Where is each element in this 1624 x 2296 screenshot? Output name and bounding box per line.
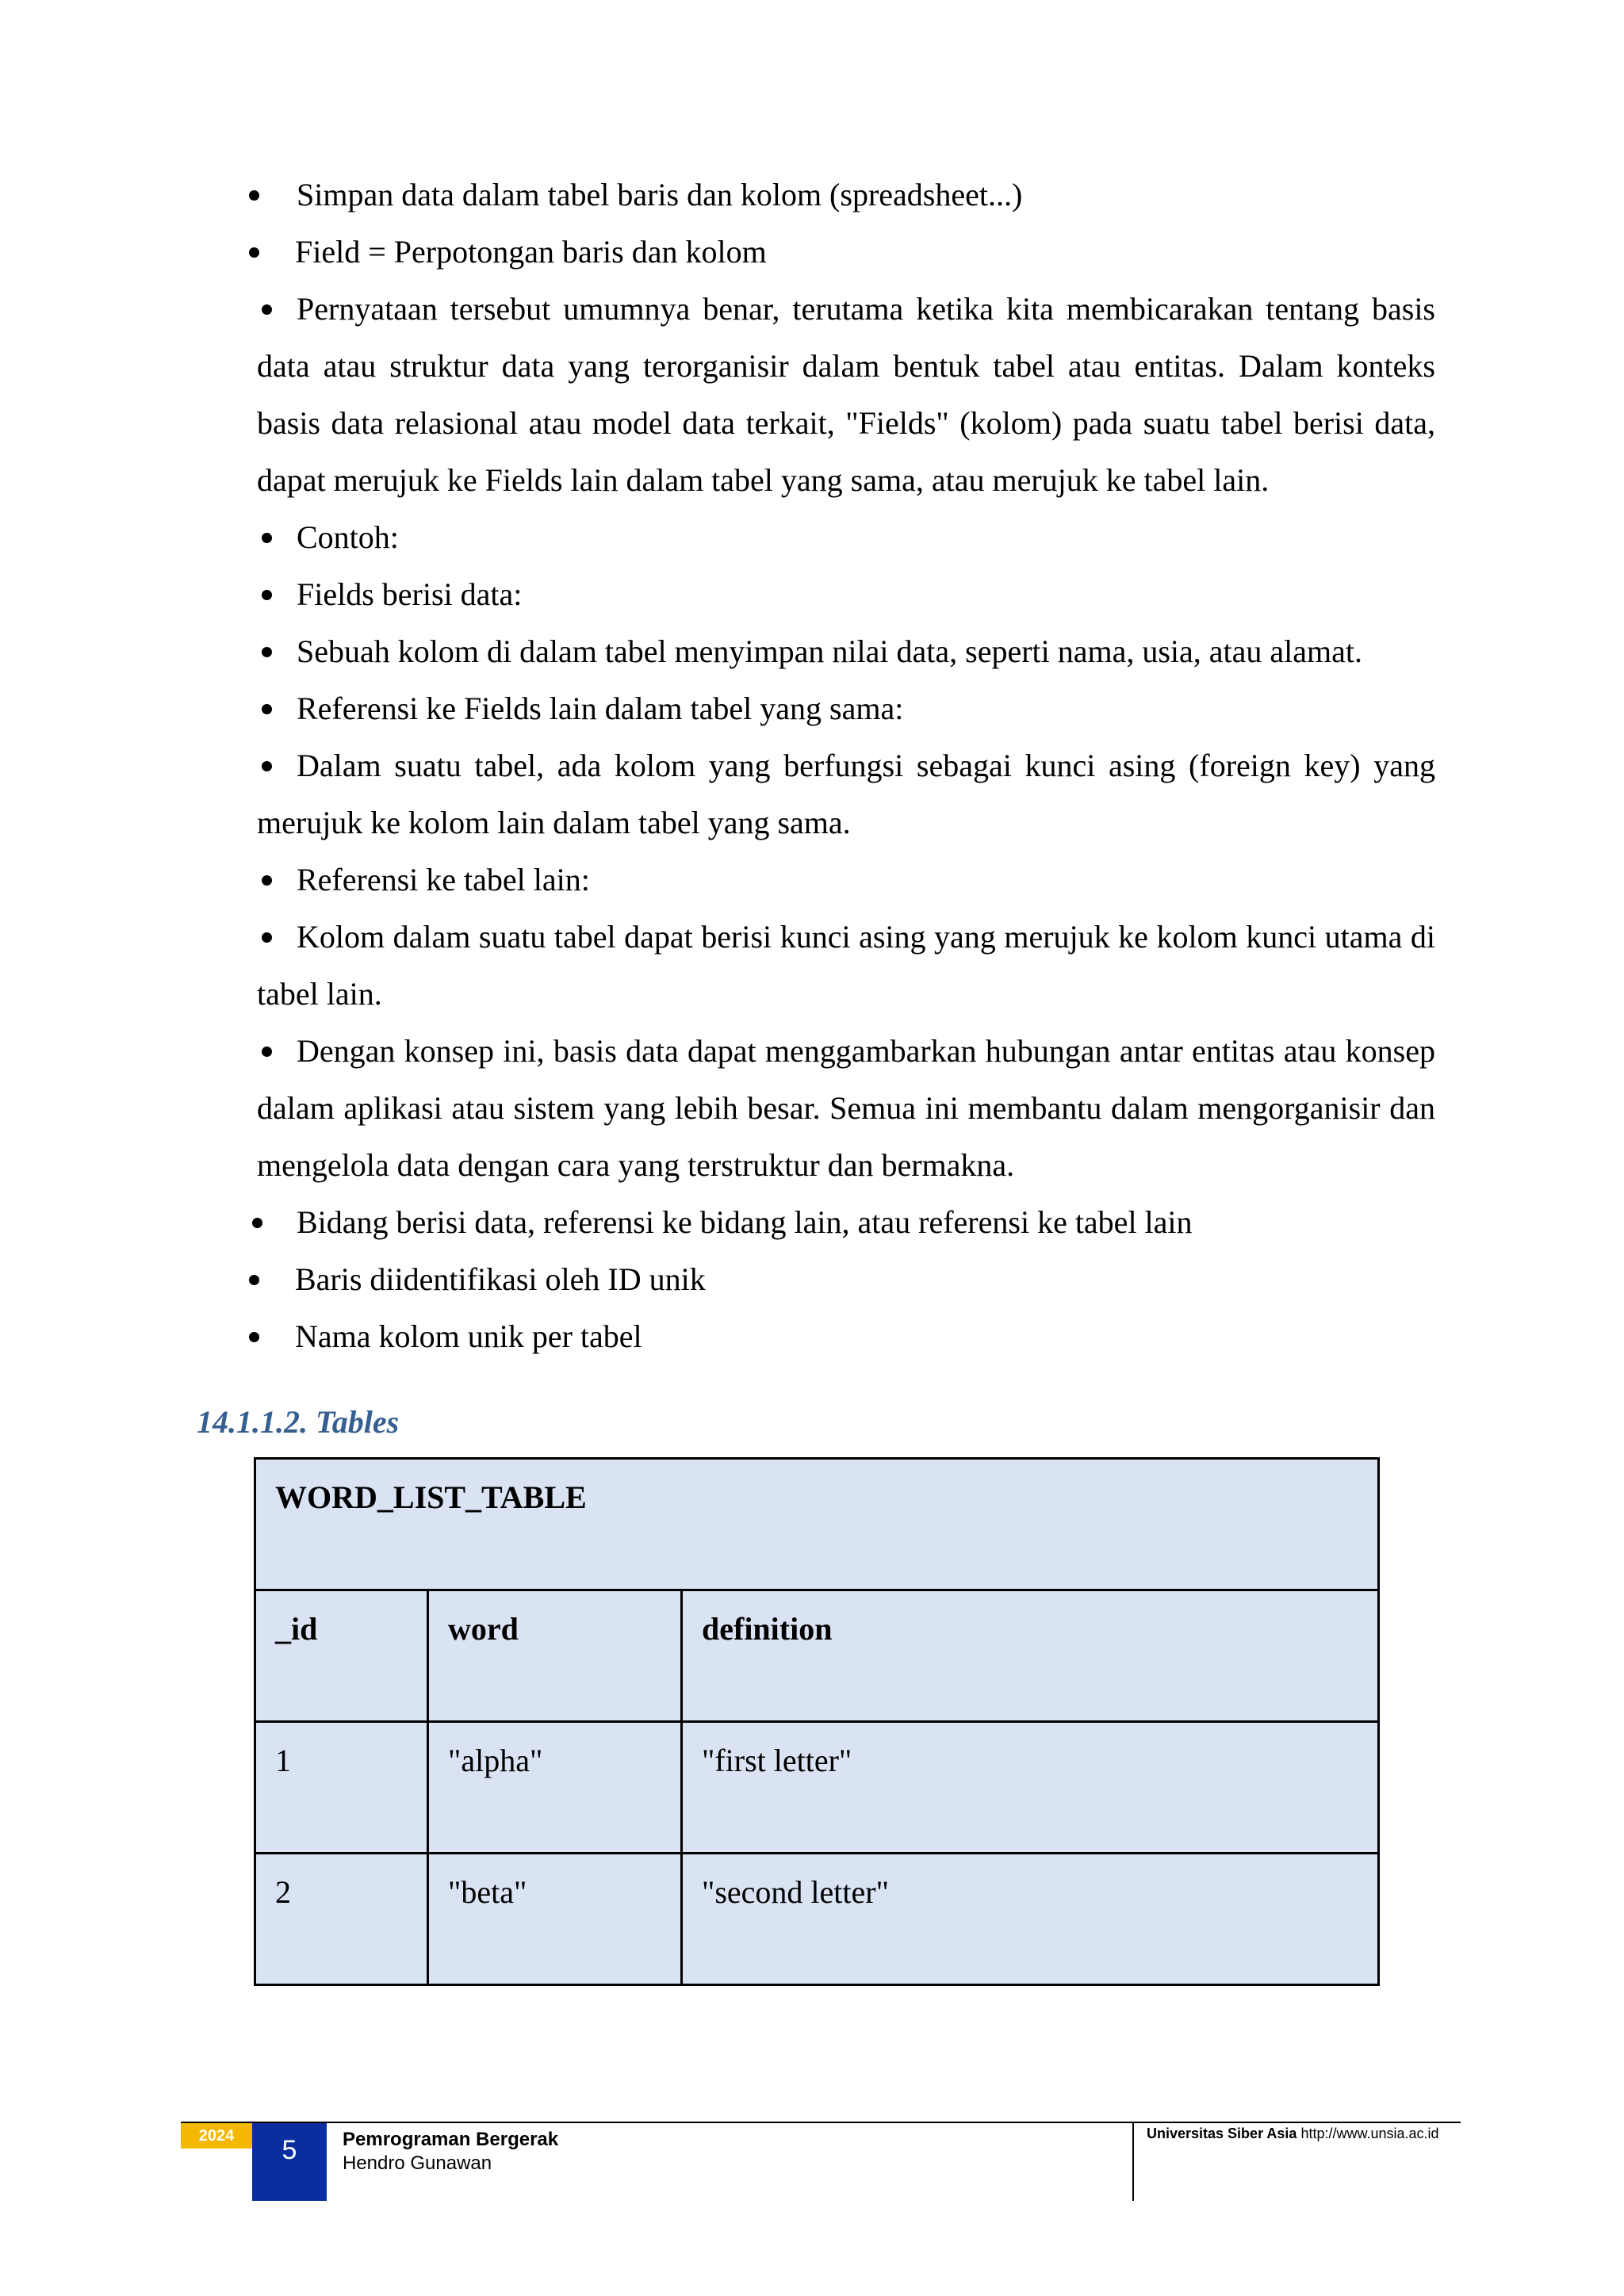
bullet-item <box>257 851 1435 909</box>
column-header-id: _id <box>255 1590 428 1722</box>
university-url[interactable]: http://www.unsia.ac.id <box>1300 2126 1439 2141</box>
page-number: 5 <box>252 2123 327 2201</box>
bullet-dot-icon <box>262 932 272 943</box>
bullet-dot-icon <box>249 1332 259 1342</box>
bullet-text: Contoh: <box>297 519 399 555</box>
table-cell: "beta" <box>428 1854 682 1985</box>
bullet-dot-icon <box>262 590 272 600</box>
bullet-dot-icon <box>262 533 272 543</box>
bullet-item <box>257 623 1435 680</box>
section-heading: 14.1.1.2. Tables <box>197 1404 400 1440</box>
bullet-dot-icon <box>262 875 272 886</box>
bullet-item <box>257 224 1435 281</box>
bullet-text: Referensi ke Fields lain dalam tabel yang sama: <box>297 691 904 726</box>
bullet-text: Kolom dalam suatu tabel dapat berisi kunci asing yang merujuk ke kolom kunci utama di tabel lain. <box>257 919 1435 1012</box>
bullet-dot-icon <box>249 190 259 201</box>
bullet-text: Simpan data dalam tabel baris dan kolom (spreadsheet...) <box>297 177 1023 212</box>
bullet-text: Fields berisi data: <box>297 576 523 612</box>
bullet-item <box>257 1308 1435 1365</box>
bullet-text: Field = Perpotongan baris dan kolom <box>295 234 767 270</box>
table-cell: "second letter" <box>682 1854 1379 1985</box>
column-header-word: word <box>428 1590 682 1722</box>
bullet-item <box>257 680 1435 737</box>
bullet-dot-icon <box>252 1218 262 1228</box>
year-badge: 2024 <box>181 2123 252 2149</box>
bullet-item <box>257 1023 1435 1194</box>
bullet-item <box>257 737 1435 851</box>
bullet-text: Nama kolom unik per tabel <box>295 1318 642 1354</box>
author-name: Hendro Gunawan <box>343 2152 492 2174</box>
bullet-dot-icon <box>262 304 272 315</box>
table-cell: "alpha" <box>428 1722 682 1854</box>
table-row <box>255 1854 1379 1985</box>
bullet-item <box>257 1251 1435 1308</box>
table-cell: "first letter" <box>682 1722 1379 1854</box>
bullet-text: Bidang berisi data, referensi ke bidang lain, atau referensi ke tabel lain <box>297 1204 1193 1240</box>
bullet-dot-icon <box>262 1047 272 1057</box>
bullet-dot-icon <box>262 704 272 714</box>
university-name: Universitas Siber Asia <box>1147 2126 1297 2141</box>
bullet-text: Referensi ke tabel lain: <box>297 862 590 897</box>
university-info <box>1147 2123 1439 2144</box>
bullet-item <box>257 281 1435 509</box>
table-cell: 2 <box>255 1854 428 1985</box>
bullet-text: Pernyataan tersebut umumnya benar, terutama ketika kita membicarakan tentang basis data atau struktur data yang terorganisir dalam bentuk tabel atau entitas. Dalam konteks basis data relasional atau model data terkait, "Fields" (kolom) pada suatu tabel berisi data, dapat merujuk ke Fields lain dalam tabel yang sama, atau merujuk ke tabel lain. <box>257 291 1435 498</box>
bullet-item <box>257 509 1435 566</box>
table-header-row <box>255 1590 1379 1722</box>
bullet-dot-icon <box>262 761 272 771</box>
bullet-item <box>257 566 1435 623</box>
bullet-text: Sebuah kolom di dalam tabel menyimpan nilai data, seperti nama, usia, atau alamat. <box>297 633 1363 669</box>
bullet-dot-icon <box>262 647 272 657</box>
table-title-row <box>255 1459 1379 1590</box>
bullet-text: Dalam suatu tabel, ada kolom yang berfungsi sebagai kunci asing (foreign key) yang merujuk ke kolom lain dalam tabel yang sama. <box>257 748 1435 840</box>
bullet-item <box>257 909 1435 1023</box>
bullet-dot-icon <box>249 247 259 258</box>
table-cell: 1 <box>255 1722 428 1854</box>
word-list-table <box>254 1457 1380 1986</box>
bullet-text: Baris diidentifikasi oleh ID unik <box>295 1261 706 1297</box>
bullet-text: Dengan konsep ini, basis data dapat menggambarkan hubungan antar entitas atau konsep dalam aplikasi atau sistem yang lebih besar. Semua ini membantu dalam mengorganisir dan mengelola data dengan cara yang terstruktur dan bermakna. <box>257 1033 1435 1183</box>
bullet-dot-icon <box>249 1275 259 1285</box>
bullet-item <box>257 1194 1435 1251</box>
table-row <box>255 1722 1379 1854</box>
table-title: WORD_LIST_TABLE <box>255 1459 1379 1590</box>
footer-vertical-divider <box>1132 2123 1134 2201</box>
course-title: Pemrograman Bergerak <box>343 2129 559 2150</box>
column-header-definition: definition <box>682 1590 1379 1722</box>
bullet-item <box>257 166 1435 224</box>
